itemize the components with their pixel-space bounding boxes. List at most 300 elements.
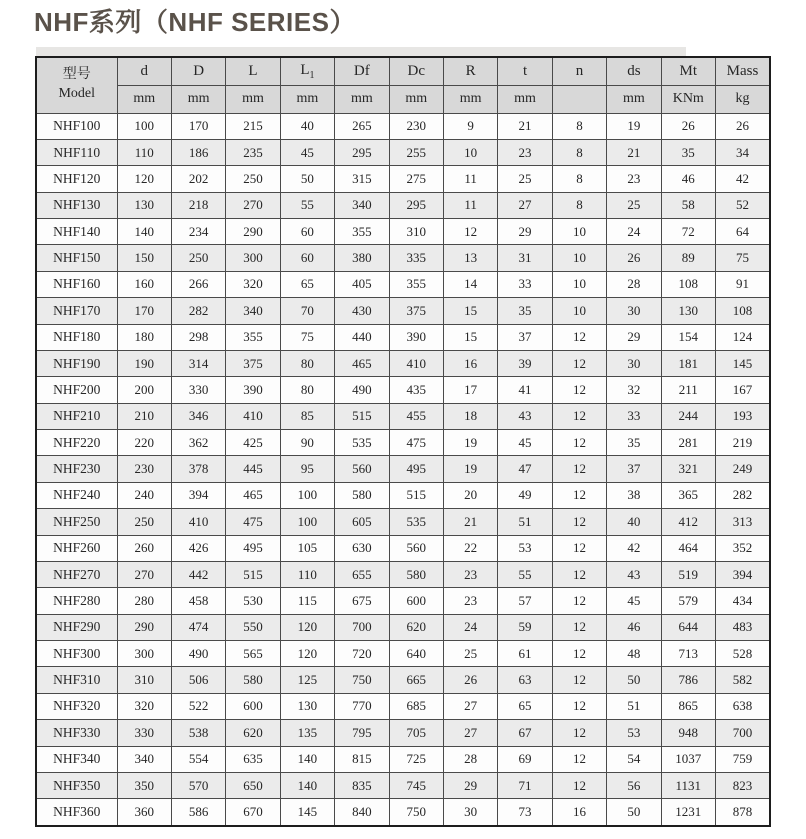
cell-mt: 46 <box>661 166 715 192</box>
cell-l: 635 <box>226 746 280 772</box>
cell-df: 430 <box>335 298 389 324</box>
cell-l1: 80 <box>280 350 334 376</box>
cell-l1: 75 <box>280 324 334 350</box>
cell-l1: 60 <box>280 245 334 271</box>
cell-mt: 244 <box>661 403 715 429</box>
cell-l: 340 <box>226 298 280 324</box>
cell-l1: 120 <box>280 614 334 640</box>
cell-ds: 45 <box>607 588 661 614</box>
cell-d: 586 <box>171 799 225 826</box>
cell-dc: 750 <box>389 799 443 826</box>
cell-d: 360 <box>117 799 171 826</box>
cell-ds: 24 <box>607 219 661 245</box>
model-cell: NHF240 <box>36 482 117 508</box>
cell-d: 170 <box>117 298 171 324</box>
cell-d: 190 <box>117 350 171 376</box>
cell-d: 290 <box>117 614 171 640</box>
cell-d: 570 <box>171 772 225 798</box>
cell-r: 18 <box>443 403 497 429</box>
table-row <box>36 166 770 192</box>
header-name-row <box>36 57 770 85</box>
model-cell: NHF160 <box>36 271 117 297</box>
cell-n: 10 <box>552 219 606 245</box>
cell-r: 14 <box>443 271 497 297</box>
model-cell: NHF230 <box>36 456 117 482</box>
cell-t: 61 <box>498 641 552 667</box>
cell-l: 580 <box>226 667 280 693</box>
column-header-df: Df <box>335 57 389 85</box>
cell-mass: 108 <box>715 298 770 324</box>
cell-l: 650 <box>226 772 280 798</box>
cell-l: 515 <box>226 561 280 587</box>
cell-l: 375 <box>226 350 280 376</box>
cell-ds: 26 <box>607 245 661 271</box>
column-header-d: D <box>171 57 225 85</box>
cell-mt: 786 <box>661 667 715 693</box>
cell-ds: 53 <box>607 720 661 746</box>
model-cell: NHF220 <box>36 430 117 456</box>
cell-mt: 35 <box>661 139 715 165</box>
cell-d: 230 <box>117 456 171 482</box>
cell-d: 442 <box>171 561 225 587</box>
cell-r: 11 <box>443 192 497 218</box>
table-row <box>36 219 770 245</box>
cell-df: 700 <box>335 614 389 640</box>
cell-l: 475 <box>226 509 280 535</box>
cell-mass: 193 <box>715 403 770 429</box>
cell-d: 378 <box>171 456 225 482</box>
cell-r: 22 <box>443 535 497 561</box>
cell-l1: 130 <box>280 693 334 719</box>
cell-r: 27 <box>443 693 497 719</box>
cell-mass: 64 <box>715 219 770 245</box>
cell-ds: 32 <box>607 377 661 403</box>
cell-t: 71 <box>498 772 552 798</box>
cell-n: 12 <box>552 377 606 403</box>
cell-r: 15 <box>443 298 497 324</box>
cell-l: 620 <box>226 720 280 746</box>
table-row <box>36 350 770 376</box>
cell-df: 465 <box>335 350 389 376</box>
model-cell: NHF270 <box>36 561 117 587</box>
cell-t: 51 <box>498 509 552 535</box>
table-row <box>36 377 770 403</box>
column-header-mass: Mass <box>715 57 770 85</box>
cell-l: 495 <box>226 535 280 561</box>
cell-t: 47 <box>498 456 552 482</box>
cell-t: 37 <box>498 324 552 350</box>
cell-ds: 35 <box>607 430 661 456</box>
cell-t: 67 <box>498 720 552 746</box>
table-row <box>36 139 770 165</box>
cell-dc: 745 <box>389 772 443 798</box>
cell-l: 390 <box>226 377 280 403</box>
cell-l1: 125 <box>280 667 334 693</box>
header-units-row <box>36 85 770 113</box>
column-unit-n <box>552 85 606 113</box>
cell-mt: 321 <box>661 456 715 482</box>
column-unit-l: mm <box>226 85 280 113</box>
cell-dc: 515 <box>389 482 443 508</box>
cell-n: 10 <box>552 298 606 324</box>
cell-l1: 60 <box>280 219 334 245</box>
cell-ds: 21 <box>607 139 661 165</box>
cell-mt: 89 <box>661 245 715 271</box>
column-unit-r: mm <box>443 85 497 113</box>
column-header-model <box>36 57 117 113</box>
cell-l: 215 <box>226 113 280 139</box>
cell-mass: 42 <box>715 166 770 192</box>
cell-d: 250 <box>117 509 171 535</box>
cell-dc: 685 <box>389 693 443 719</box>
cell-l: 670 <box>226 799 280 826</box>
cell-df: 840 <box>335 799 389 826</box>
cell-mt: 519 <box>661 561 715 587</box>
cell-d: 346 <box>171 403 225 429</box>
cell-l1: 100 <box>280 482 334 508</box>
cell-dc: 390 <box>389 324 443 350</box>
cell-r: 11 <box>443 166 497 192</box>
cell-d: 394 <box>171 482 225 508</box>
cell-l: 565 <box>226 641 280 667</box>
cell-d: 554 <box>171 746 225 772</box>
cell-mt: 644 <box>661 614 715 640</box>
cell-dc: 725 <box>389 746 443 772</box>
cell-dc: 310 <box>389 219 443 245</box>
cell-l1: 140 <box>280 772 334 798</box>
cell-r: 30 <box>443 799 497 826</box>
cell-l1: 110 <box>280 561 334 587</box>
cell-mass: 352 <box>715 535 770 561</box>
column-header-mt: Mt <box>661 57 715 85</box>
cell-l: 425 <box>226 430 280 456</box>
cell-n: 10 <box>552 271 606 297</box>
cell-d: 210 <box>117 403 171 429</box>
cell-n: 12 <box>552 509 606 535</box>
cell-t: 55 <box>498 561 552 587</box>
cell-ds: 50 <box>607 799 661 826</box>
table-row <box>36 561 770 587</box>
cell-l: 465 <box>226 482 280 508</box>
cell-mt: 579 <box>661 588 715 614</box>
cell-r: 21 <box>443 509 497 535</box>
table-row <box>36 772 770 798</box>
cell-mt: 365 <box>661 482 715 508</box>
cell-n: 10 <box>552 245 606 271</box>
cell-r: 24 <box>443 614 497 640</box>
cell-dc: 275 <box>389 166 443 192</box>
cell-d: 150 <box>117 245 171 271</box>
cell-t: 41 <box>498 377 552 403</box>
cell-n: 12 <box>552 350 606 376</box>
cell-df: 815 <box>335 746 389 772</box>
cell-ds: 51 <box>607 693 661 719</box>
column-header-t: t <box>498 57 552 85</box>
cell-r: 23 <box>443 561 497 587</box>
column-unit-t: mm <box>498 85 552 113</box>
cell-ds: 56 <box>607 772 661 798</box>
table-row <box>36 746 770 772</box>
cell-ds: 50 <box>607 667 661 693</box>
cell-l: 410 <box>226 403 280 429</box>
table-row <box>36 245 770 271</box>
table-row <box>36 403 770 429</box>
cell-t: 69 <box>498 746 552 772</box>
cell-n: 12 <box>552 535 606 561</box>
cell-mass: 823 <box>715 772 770 798</box>
cell-dc: 600 <box>389 588 443 614</box>
cell-l1: 85 <box>280 403 334 429</box>
cell-mass: 52 <box>715 192 770 218</box>
cell-mt: 412 <box>661 509 715 535</box>
cell-df: 770 <box>335 693 389 719</box>
cell-l1: 135 <box>280 720 334 746</box>
cell-d: 266 <box>171 271 225 297</box>
cell-l1: 105 <box>280 535 334 561</box>
cell-d: 282 <box>171 298 225 324</box>
cell-d: 522 <box>171 693 225 719</box>
cell-df: 295 <box>335 139 389 165</box>
cell-n: 12 <box>552 403 606 429</box>
cell-df: 720 <box>335 641 389 667</box>
cell-r: 20 <box>443 482 497 508</box>
cell-ds: 40 <box>607 509 661 535</box>
cell-dc: 375 <box>389 298 443 324</box>
cell-mass: 582 <box>715 667 770 693</box>
cell-t: 53 <box>498 535 552 561</box>
cell-ds: 30 <box>607 350 661 376</box>
cell-dc: 640 <box>389 641 443 667</box>
cell-n: 12 <box>552 430 606 456</box>
cell-ds: 54 <box>607 746 661 772</box>
cell-t: 39 <box>498 350 552 376</box>
cell-l: 600 <box>226 693 280 719</box>
cell-dc: 355 <box>389 271 443 297</box>
cell-dc: 495 <box>389 456 443 482</box>
cell-d: 310 <box>117 667 171 693</box>
cell-dc: 535 <box>389 509 443 535</box>
cell-d: 280 <box>117 588 171 614</box>
model-cell: NHF350 <box>36 772 117 798</box>
table-row <box>36 456 770 482</box>
cell-t: 73 <box>498 799 552 826</box>
cell-l1: 40 <box>280 113 334 139</box>
cell-df: 490 <box>335 377 389 403</box>
model-cell: NHF330 <box>36 720 117 746</box>
cell-r: 23 <box>443 588 497 614</box>
table-row <box>36 298 770 324</box>
model-cell: NHF110 <box>36 139 117 165</box>
cell-ds: 25 <box>607 192 661 218</box>
cell-ds: 28 <box>607 271 661 297</box>
cell-dc: 475 <box>389 430 443 456</box>
model-cell: NHF140 <box>36 219 117 245</box>
cell-mass: 313 <box>715 509 770 535</box>
cell-d: 100 <box>117 113 171 139</box>
cell-l: 300 <box>226 245 280 271</box>
cell-n: 12 <box>552 667 606 693</box>
cell-dc: 295 <box>389 192 443 218</box>
cell-mass: 528 <box>715 641 770 667</box>
model-cell: NHF360 <box>36 799 117 826</box>
table-row <box>36 720 770 746</box>
column-header-l1: $L_1$ <box>280 57 334 85</box>
cell-n: 12 <box>552 614 606 640</box>
cell-l1: 90 <box>280 430 334 456</box>
cell-t: 29 <box>498 219 552 245</box>
cell-dc: 455 <box>389 403 443 429</box>
cell-n: 16 <box>552 799 606 826</box>
cell-mt: 211 <box>661 377 715 403</box>
cell-r: 26 <box>443 667 497 693</box>
cell-ds: 38 <box>607 482 661 508</box>
cell-n: 12 <box>552 324 606 350</box>
cell-mass: 483 <box>715 614 770 640</box>
cell-n: 8 <box>552 192 606 218</box>
table-row <box>36 113 770 139</box>
cell-mt: 154 <box>661 324 715 350</box>
cell-mt: 464 <box>661 535 715 561</box>
cell-d: 234 <box>171 219 225 245</box>
cell-dc: 255 <box>389 139 443 165</box>
cell-r: 12 <box>443 219 497 245</box>
table-row <box>36 641 770 667</box>
column-header-ds: ds <box>607 57 661 85</box>
cell-r: 29 <box>443 772 497 798</box>
cell-t: 49 <box>498 482 552 508</box>
cell-df: 655 <box>335 561 389 587</box>
cell-n: 12 <box>552 641 606 667</box>
model-cell: NHF180 <box>36 324 117 350</box>
cell-l: 320 <box>226 271 280 297</box>
cell-l1: 95 <box>280 456 334 482</box>
cell-n: 12 <box>552 456 606 482</box>
cell-mass: 282 <box>715 482 770 508</box>
cell-r: 15 <box>443 324 497 350</box>
cell-dc: 435 <box>389 377 443 403</box>
cell-l1: 80 <box>280 377 334 403</box>
table-row <box>36 482 770 508</box>
cell-d: 538 <box>171 720 225 746</box>
cell-n: 8 <box>552 139 606 165</box>
cell-d: 426 <box>171 535 225 561</box>
table-row <box>36 535 770 561</box>
cell-dc: 665 <box>389 667 443 693</box>
model-cell: NHF320 <box>36 693 117 719</box>
table-row <box>36 799 770 826</box>
cell-n: 12 <box>552 561 606 587</box>
cell-ds: 42 <box>607 535 661 561</box>
cell-r: 19 <box>443 456 497 482</box>
cell-t: 57 <box>498 588 552 614</box>
cell-dc: 335 <box>389 245 443 271</box>
cell-n: 12 <box>552 772 606 798</box>
cell-l: 550 <box>226 614 280 640</box>
cell-t: 31 <box>498 245 552 271</box>
cell-t: 21 <box>498 113 552 139</box>
cell-mt: 58 <box>661 192 715 218</box>
cell-mt: 181 <box>661 350 715 376</box>
cell-d: 250 <box>171 245 225 271</box>
cell-ds: 23 <box>607 166 661 192</box>
cell-df: 340 <box>335 192 389 218</box>
cell-mass: 124 <box>715 324 770 350</box>
table-row <box>36 324 770 350</box>
cell-df: 405 <box>335 271 389 297</box>
cell-d: 170 <box>171 113 225 139</box>
cell-d: 362 <box>171 430 225 456</box>
cell-df: 750 <box>335 667 389 693</box>
cell-r: 19 <box>443 430 497 456</box>
cell-mass: 145 <box>715 350 770 376</box>
cell-ds: 46 <box>607 614 661 640</box>
cell-t: 35 <box>498 298 552 324</box>
column-unit-ds: mm <box>607 85 661 113</box>
cell-d: 490 <box>171 641 225 667</box>
model-label-zh: 型号 <box>62 67 91 83</box>
table-body <box>36 113 770 826</box>
cell-ds: 43 <box>607 561 661 587</box>
table-row <box>36 588 770 614</box>
cell-t: 33 <box>498 271 552 297</box>
cell-t: 43 <box>498 403 552 429</box>
cell-n: 12 <box>552 482 606 508</box>
cell-d: 240 <box>117 482 171 508</box>
model-cell: NHF150 <box>36 245 117 271</box>
cell-mt: 1131 <box>661 772 715 798</box>
cell-l: 355 <box>226 324 280 350</box>
model-cell: NHF190 <box>36 350 117 376</box>
page-title: NHF系列（NHF SERIES） <box>34 7 356 37</box>
cell-df: 265 <box>335 113 389 139</box>
cell-mt: 26 <box>661 113 715 139</box>
cell-df: 315 <box>335 166 389 192</box>
cell-mass: 34 <box>715 139 770 165</box>
cell-d: 350 <box>117 772 171 798</box>
cell-dc: 560 <box>389 535 443 561</box>
model-cell: NHF130 <box>36 192 117 218</box>
cell-df: 835 <box>335 772 389 798</box>
cell-mass: 249 <box>715 456 770 482</box>
cell-d: 200 <box>117 377 171 403</box>
cell-mt: 1231 <box>661 799 715 826</box>
cell-mass: 434 <box>715 588 770 614</box>
cell-r: 17 <box>443 377 497 403</box>
column-header-n: n <box>552 57 606 85</box>
cell-d: 300 <box>117 641 171 667</box>
cell-mass: 638 <box>715 693 770 719</box>
cell-d: 458 <box>171 588 225 614</box>
cell-n: 12 <box>552 746 606 772</box>
cell-l1: 140 <box>280 746 334 772</box>
column-header-dc: Dc <box>389 57 443 85</box>
cell-l1: 120 <box>280 641 334 667</box>
cell-d: 410 <box>171 509 225 535</box>
table-row <box>36 430 770 456</box>
cell-l: 270 <box>226 192 280 218</box>
cell-df: 560 <box>335 456 389 482</box>
cell-df: 515 <box>335 403 389 429</box>
cell-r: 25 <box>443 641 497 667</box>
cell-mass: 394 <box>715 561 770 587</box>
cell-d: 186 <box>171 139 225 165</box>
cell-t: 45 <box>498 430 552 456</box>
table-row <box>36 667 770 693</box>
cell-dc: 230 <box>389 113 443 139</box>
cell-mass: 75 <box>715 245 770 271</box>
model-cell: NHF310 <box>36 667 117 693</box>
model-cell: NHF210 <box>36 403 117 429</box>
